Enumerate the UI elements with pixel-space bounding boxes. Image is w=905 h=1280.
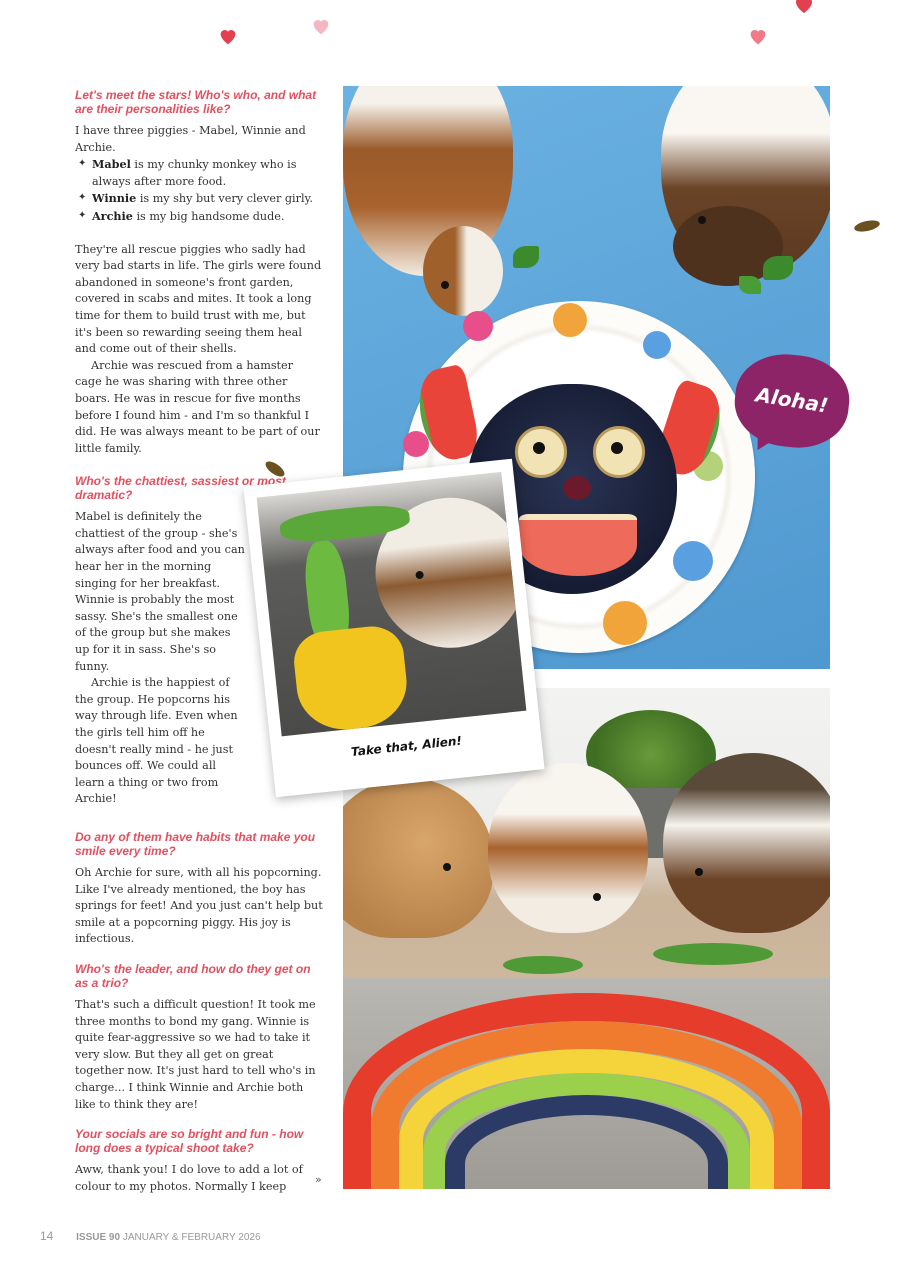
heart-icon (217, 25, 239, 47)
guinea-pig-face (423, 226, 503, 316)
piggy-description: is my big handsome dude. (132, 209, 285, 223)
answer-text: That's such a difficult question! It took me three months to bond my gang. Winnie is quite fear-aggressive so we had to take it very slow. But they all get on great together now. It's just hard to tell who's in charge... I think Winnie and Archie both like to think they are! (75, 997, 316, 1111)
plate-flower (673, 541, 713, 581)
plate-flower (643, 331, 671, 359)
guinea-pig-eye (695, 868, 703, 876)
piggy-name: Mabel (92, 157, 131, 172)
issue-date: JANUARY & FEBRUARY 2026 (122, 1232, 261, 1243)
guinea-pig-eye (593, 893, 601, 901)
guinea-pig (343, 778, 493, 938)
piggy-description: is my chunky monkey who is always after more food. (92, 158, 297, 188)
herb-leaf (763, 256, 793, 280)
question-heading: Who's the leader, and how do they get on as a trio? (75, 961, 311, 990)
heart-icon (747, 25, 769, 47)
answer-text: Oh Archie for sure, with all his popcorning. Like I've already mentioned, the boy has springs for feet! And you just can't help but smile at a popcorning piggy. His joy is infectious. (75, 865, 323, 946)
yellow-pepper (291, 623, 411, 734)
star-bullet-icon: ✦ (78, 192, 87, 204)
seed-icon (852, 218, 882, 234)
guinea-pig (663, 753, 830, 933)
list-item (75, 156, 323, 190)
question-heading: Who's the chattiest, sassiest or most dramatic? (75, 474, 286, 503)
list-item (75, 190, 323, 208)
answer-text: Archie is the happiest of the group. He popcorns his way through life. Even when the girls tell him off he doesn't really mind - he just bounces off. We could all learn a thing or two from Archie! (75, 676, 238, 806)
pupil (533, 442, 545, 454)
polaroid (243, 459, 544, 798)
herb-leaf (513, 246, 539, 268)
plate-flower (603, 601, 647, 645)
star-bullet-icon: ✦ (78, 209, 87, 221)
question-heading: Do any of them have habits that make you smile every time? (75, 829, 316, 858)
piggy-description: is my shy but very clever girly. (136, 192, 313, 206)
question-heading: Let's meet the stars! Who's who, and what are their personalities like? (75, 88, 317, 116)
herb-leaf (739, 276, 761, 294)
watermelon-mouth (519, 514, 637, 576)
guinea-pig (488, 763, 648, 933)
piggy-list (75, 156, 323, 225)
polaroid-caption: Take that, Alien! (350, 733, 463, 760)
piggy-name: Winnie (92, 191, 137, 206)
plate-flower (553, 303, 587, 337)
grape-nose (563, 476, 591, 500)
guinea-pig-eye (698, 216, 706, 224)
heart-icon (310, 15, 332, 37)
continue-mark: » (315, 1173, 322, 1186)
answer-text: They're all rescue piggies who sadly had very bad starts in life. The girls were found abandoned in someone's front garden, covered in scabs and mites. It took a long time for them to build trust with me, but it's been so rewarding seeing them heal and come out of their shells. (75, 242, 322, 356)
plate-flower (403, 431, 429, 457)
heart-icon (792, 0, 816, 16)
answer-text: Archie was rescued from a hamster cage he was sharing with three other boars. He was in rescue for five months before I found him - and I'm so thankful I did. He was always meant to be part of our little family. (75, 358, 320, 455)
speech-bubble-text: Aloha! (754, 382, 830, 418)
list-item (75, 208, 323, 226)
piggy-name: Archie (92, 208, 133, 223)
page-footer (40, 1229, 261, 1243)
page-number: 14 (40, 1229, 54, 1243)
answer-text: Mabel is definitely the chattiest of the group - she's always after food and you can hear her in the morning singing for her breakfast. Winnie is probably the most sassy. She's the smallest one of the group but she makes up for it in sass. She's so funny. (75, 510, 245, 673)
lettuce-leaf (653, 943, 773, 965)
polaroid-photo (257, 472, 527, 736)
pupil (611, 442, 623, 454)
answer-text: I have three piggies - Mabel, Winnie and Archie. (75, 124, 306, 154)
guinea-pig-eye (441, 281, 449, 289)
plate-flower (463, 311, 493, 341)
answer-text: Aww, thank you! I do love to add a lot of colour to my photos. Normally I keep (75, 1163, 303, 1193)
guinea-pig-eye (443, 863, 451, 871)
question-heading: Your socials are so bright and fun - how long does a typical shoot take? (75, 1127, 304, 1156)
lettuce-leaf (503, 956, 583, 974)
star-bullet-icon: ✦ (78, 158, 87, 170)
issue-label: ISSUE 90 (76, 1232, 121, 1243)
